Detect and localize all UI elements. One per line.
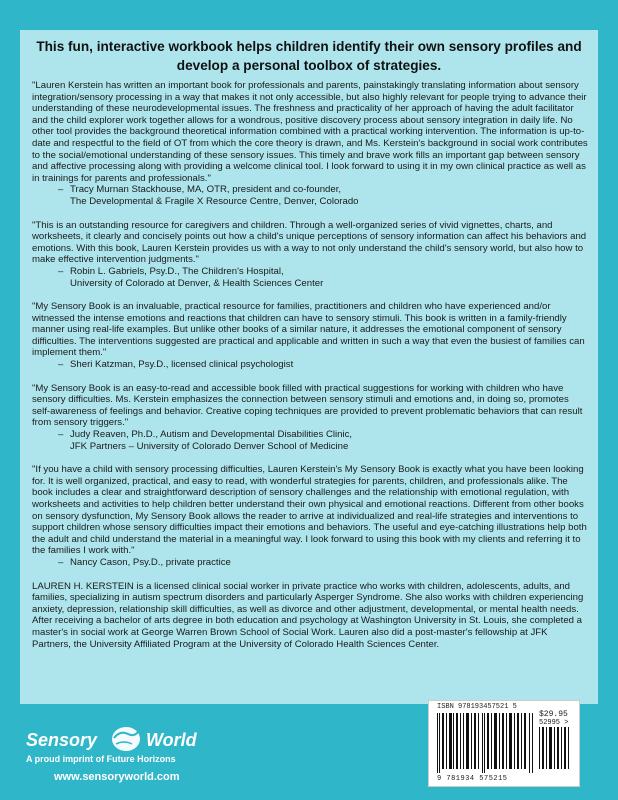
- endorsement: [32, 301, 588, 371]
- attribution-line: Judy Reaven, Ph.D., Autism and Developmental Disabilities Clinic,: [70, 429, 353, 441]
- endorsement-attribution: – Robin L. Gabriels, Psy.D., The Children's Hospital, University of Colorado at Denver, & Health Sciences Center: [58, 265, 324, 289]
- endorsement-text: "Lauren Kerstein has written an important book for professionals and parents, painstakingly translating information about sensory integration/sensory processing in a way that makes it not only accessible, but also highly relevant for people trying to advance their understanding of these neurodevelopmental issues. The freshness and practicality of her approach of having the adult facilitator and the child explorer work together allows for a wondrous, positive discovery process about sensory integration in daily life. No other tool provides the background theoretical information combined with a practical working intervention. The information is up-to-date and respectful to the field of OT from which the core theory is drawn, and Ms. Kerstein's background in social work contributes to the social/emotional understanding of these sensory issues. This timely and brave work fills an important gap between sensory and affective processing along with providing a welcome clinical tool. I look forward to using it in my own clinical practice as well as in trainings for parents and professionals.": [32, 80, 588, 184]
- isbn-text: ISBN 978193457521 5: [437, 703, 517, 711]
- logo-tagline: [26, 754, 176, 764]
- logo-name-left: Sensory: [26, 730, 98, 750]
- tagline-text: A proud imprint of: [26, 754, 105, 764]
- attribution-line: JFK Partners – University of Colorado Denver School of Medicine: [70, 440, 349, 452]
- tagline-brand: Future Horizons: [106, 754, 176, 764]
- endorsement-attribution: – Judy Reaven, Ph.D., Autism and Developmental Disabilities Clinic, JFK Partners – University of Colorado Denver School of Medicine: [58, 429, 353, 452]
- endorsement-text: "This is an outstanding resource for caregivers and children. Through a well-organized series of vivid vignettes, charts, and worksheets, it clearly and concisely points out how a child's unique perceptions of sensory information can affect his behaviors and emotions. With this book, Lauren Kerstein provides us with a way to not only understand the child's sensory world, but also how to make effective intervention judgments.": [32, 219, 587, 266]
- endorsement-text: "My Sensory Book is an easy-to-read and accessible book filled with practical suggestions for working with children who have sensory difficulties. Ms. Kerstein emphasizes the connection between sensory stimuli and emotions and, in doing so, promotes self-awareness of feelings and behavior. Creative coping techniques are provided to prevent problematic behaviors that can result from sensory triggers.": [32, 382, 583, 429]
- attribution-line: Sheri Katzman, Psy.D., licensed clinical psychologist: [70, 359, 294, 371]
- globe-icon: [106, 724, 146, 754]
- publisher-url: www.sensoryworld.com: [54, 771, 180, 783]
- attribution-line: Tracy Murnan Stackhouse, MA, OTR, president and co-founder,: [70, 184, 342, 196]
- barcode-addon: [539, 719, 571, 774]
- endorsement: [32, 220, 588, 290]
- barcode-digits: 9 781934 575215: [437, 775, 508, 783]
- price-text: $29.95: [539, 710, 568, 719]
- publisher-logo: [26, 728, 226, 788]
- endorsement-attribution: – Sheri Katzman, Psy.D., licensed clinical psychologist: [58, 359, 294, 371]
- endorsements: [32, 80, 588, 650]
- endorsement-attribution: – Nancy Cason, Psy.D., private practice: [58, 556, 231, 568]
- attribution-line: Robin L. Gabriels, Psy.D., The Children's Hospital,: [70, 265, 284, 277]
- endorsement: [32, 383, 588, 453]
- endorsement-text: "My Sensory Book is an invaluable, practical resource for families, practitioners and children who have experienced and/or witnessed the intense emotions and reactions that children can have to sensory stimuli. This book is written in a family-friendly manner using real-life examples. But unlike other books of a similar nature, it addresses the emotional component of sensory difficulties. The interventions suggested are practical and applicable and written in such a way that even the busiest of families can implement them.": [32, 301, 585, 359]
- endorsement: [32, 80, 588, 208]
- headline: This fun, interactive workbook helps children identify their own sensory profiles and develop a personal toolbox of strategies.: [36, 39, 582, 73]
- endorsement-attribution: – Tracy Murnan Stackhouse, MA, OTR, president and co-founder, The Developmental & Fragile X Resource Centre, Denver, Colorado: [58, 184, 359, 207]
- endorsement: [32, 464, 588, 568]
- attribution-line: Nancy Cason, Psy.D., private practice: [70, 556, 231, 568]
- addon-text: 52995 >: [539, 719, 569, 727]
- attribution-line: The Developmental & Fragile X Resource Centre, Denver, Colorado: [70, 195, 359, 207]
- logo-name-right: World: [146, 730, 197, 750]
- endorsement-text: "If you have a child with sensory processing difficulties, Lauren Kerstein's My Sensory Book is exactly what you have been looking for. It is well organized, practical, and easy to read, with wonderful strategies for parents, children, and professionals alike. The book includes a clear and straightforward description of sensory challenges and the relationship with emotional regulation, with worksheets and activities to help children better understand their own physical and emotional reactions. Different from other books on sensory dysfunction, My Sensory Book allows the reader to arrive at individualized and real-life strategies and interventions to support children whose sensory difficulties impact their emotions and behaviors. The useful and eye-catching illustrations help both the adult and child understand the material in a meaningful way. I look forward to using this book with my clients and referring it to the families I work with.": [32, 464, 587, 557]
- isbn-barcode: [428, 700, 580, 787]
- attribution-line: University of Colorado at Denver, & Health Sciences Center: [70, 277, 324, 289]
- barcode-bars: [437, 713, 535, 773]
- addon-bars: [539, 727, 571, 769]
- author-bio: LAUREN H. KERSTEIN is a licensed clinical social worker in private practice who works with children, adolescents, adults, and families, specializing in autism spectrum disorders and particularly Asperger Syndrome. She also works with children experiencing anxiety, depression, relationship skill difficulties, as well as divorce and other adjustment, developmental, or mental health needs. After receiving a bachelor of arts degree in both education and psychology at Washington University in St. Louis, she completed a master's in social work at George Warren Brown School of Social Work. Lauren also did a post-master's fellowship at JFK Partners, the University Affiliated Program at the University of Colorado Health Sciences Center.: [32, 580, 584, 650]
